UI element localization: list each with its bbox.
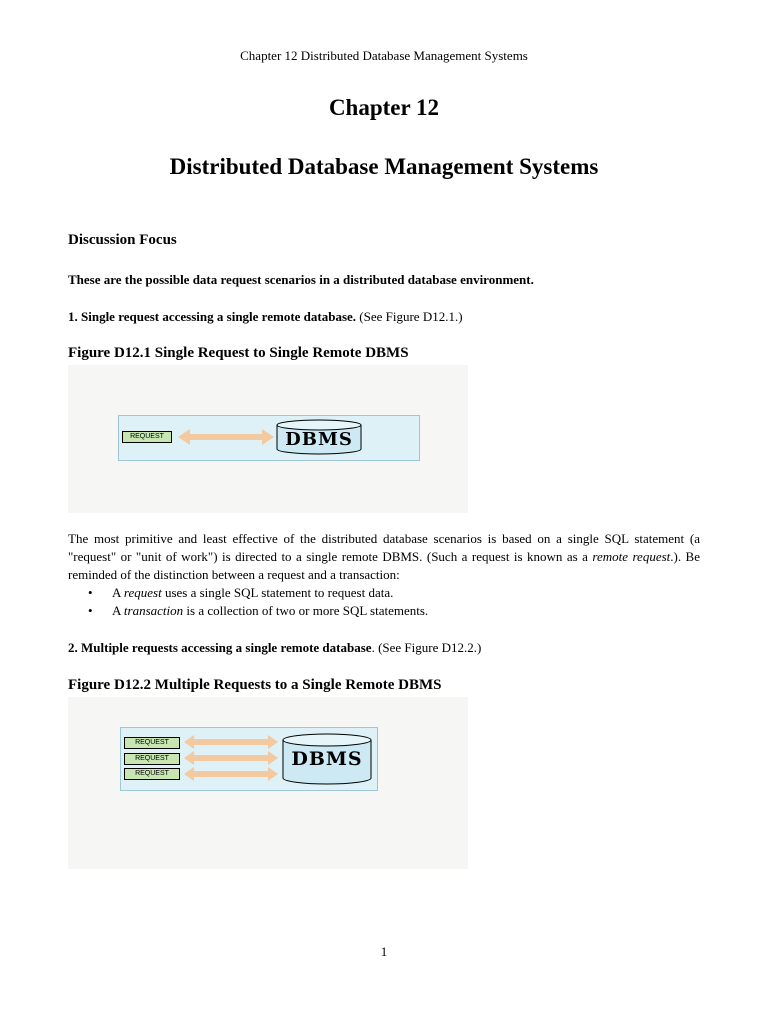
bullet-text: is a collection of two or more SQL statements. xyxy=(183,603,429,618)
scenario-2-title: 2. Multiple requests accessing a single remote database xyxy=(68,640,372,655)
chapter-heading: Chapter 12 xyxy=(328,95,440,120)
request-box: REQUEST xyxy=(124,768,180,780)
bullet-text: A xyxy=(112,585,124,600)
paragraph-text-1: The most primitive and least effective of the distributed database scenarios is based on a single SQL statement (a "request" or "unit of work") is directed to a single remote DBMS. (Such a request is known as a xyxy=(68,531,700,564)
bullet-text: uses a single SQL statement to request data. xyxy=(161,585,394,600)
scenario-1-ref: (See Figure D12.1.) xyxy=(356,309,463,324)
dbms-label: DBMS xyxy=(291,748,363,770)
figure-1 xyxy=(68,365,468,513)
dbms-cylinder-icon xyxy=(276,419,362,455)
chapter-title: Distributed Database Management Systems xyxy=(169,154,599,179)
double-arrow-icon xyxy=(178,427,274,447)
dbms-label: DBMS xyxy=(285,429,353,450)
request-box: REQUEST xyxy=(124,753,180,765)
list-item xyxy=(88,584,428,602)
bullet-icon: • xyxy=(88,585,93,600)
paragraph-emphasis: remote request xyxy=(592,549,671,564)
bullet-icon: • xyxy=(88,603,93,618)
bullet-text: A xyxy=(112,603,124,618)
body-paragraph xyxy=(68,530,700,584)
dbms-cylinder-icon xyxy=(282,733,372,785)
scenario-1 xyxy=(68,309,463,325)
list-item xyxy=(88,602,428,620)
figure-1-caption: Figure D12.1 Single Request to Single Remote DBMS xyxy=(68,345,409,361)
request-box: REQUEST xyxy=(122,431,172,443)
running-header: Chapter 12 Distributed Database Management Systems xyxy=(240,48,528,63)
scenario-1-title: 1. Single request accessing a single remote database. xyxy=(68,309,357,324)
bullet-emphasis: request xyxy=(123,585,162,600)
request-box: REQUEST xyxy=(124,737,180,749)
figure-2 xyxy=(68,697,468,869)
page-number: 1 xyxy=(380,944,388,959)
intro-text: These are the possible data request scenarios in a distributed database environment. xyxy=(68,272,534,287)
bullet-list xyxy=(88,584,428,620)
figure-2-caption: Figure D12.2 Multiple Requests to a Single Remote DBMS xyxy=(68,677,442,693)
paragraph-text-2: .). Be reminded of the distinction between a request and a transaction: xyxy=(68,549,700,582)
scenario-2-ref: . (See Figure D12.2.) xyxy=(371,640,482,655)
scenario-2 xyxy=(68,640,481,656)
double-arrows-icon xyxy=(184,734,278,782)
section-heading: Discussion Focus xyxy=(68,232,177,248)
bullet-emphasis: transaction xyxy=(123,603,184,618)
